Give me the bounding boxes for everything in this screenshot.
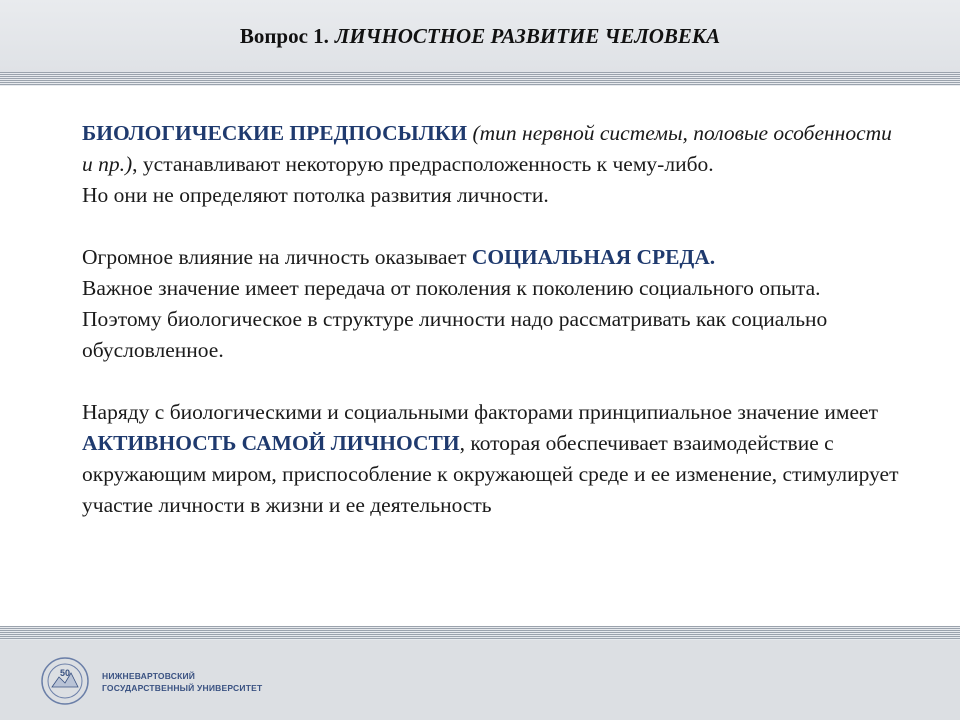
question-title: ЛИЧНОСТНОЕ РАЗВИТИЕ ЧЕЛОВЕКА xyxy=(334,23,721,48)
term-activity: АКТИВНОСТЬ САМОЙ ЛИЧНОСТИ xyxy=(82,431,460,455)
term-biological: БИОЛОГИЧЕСКИЕ ПРЕДПОСЫЛКИ xyxy=(82,121,468,145)
biological-text: , устанавливают некоторую предрасположенность к чему-либо. xyxy=(132,152,714,176)
activity-text: , которая обеспечивает взаимодействие с окружающим миром, приспособление к окружающей среде и ее изменение, стимулирует участие личности в жизни и ее деятельность xyxy=(82,431,899,517)
seal-number: 50 xyxy=(59,668,71,678)
social-text: Важное значение имеет передача от поколения к поколению социального опыта. Поэтому биологическое в структуре личности надо рассматривать как социально обусловленное. xyxy=(82,276,828,362)
slide-header xyxy=(0,0,960,72)
paragraph-activity xyxy=(82,397,902,521)
biological-limit-text: Но они не определяют потолка развития личности. xyxy=(82,183,549,207)
university-name xyxy=(102,670,262,694)
paragraph-social xyxy=(82,242,902,366)
question-number: Вопрос 1. xyxy=(239,23,329,48)
footer-divider xyxy=(0,626,960,640)
university-seal-icon xyxy=(40,656,90,706)
term-social: СОЦИАЛЬНАЯ СРЕДА. xyxy=(471,245,716,269)
slide-body xyxy=(82,118,902,521)
biological-aside: (тип нервной системы, половые особенности и пр.) xyxy=(82,121,892,176)
paragraph-biological xyxy=(82,118,902,211)
header-divider xyxy=(0,72,960,86)
university-name-line-1: НИЖНЕВАРТОВСКИЙ xyxy=(102,671,196,681)
activity-intro-text: Наряду с биологическими и социальными факторами принципиальное значение имеет xyxy=(82,400,878,424)
university-name-line-2: ГОСУДАРСТВЕННЫЙ УНИВЕРСИТЕТ xyxy=(102,683,263,693)
social-intro-text: Огромное влияние на личность оказывает xyxy=(82,245,472,269)
